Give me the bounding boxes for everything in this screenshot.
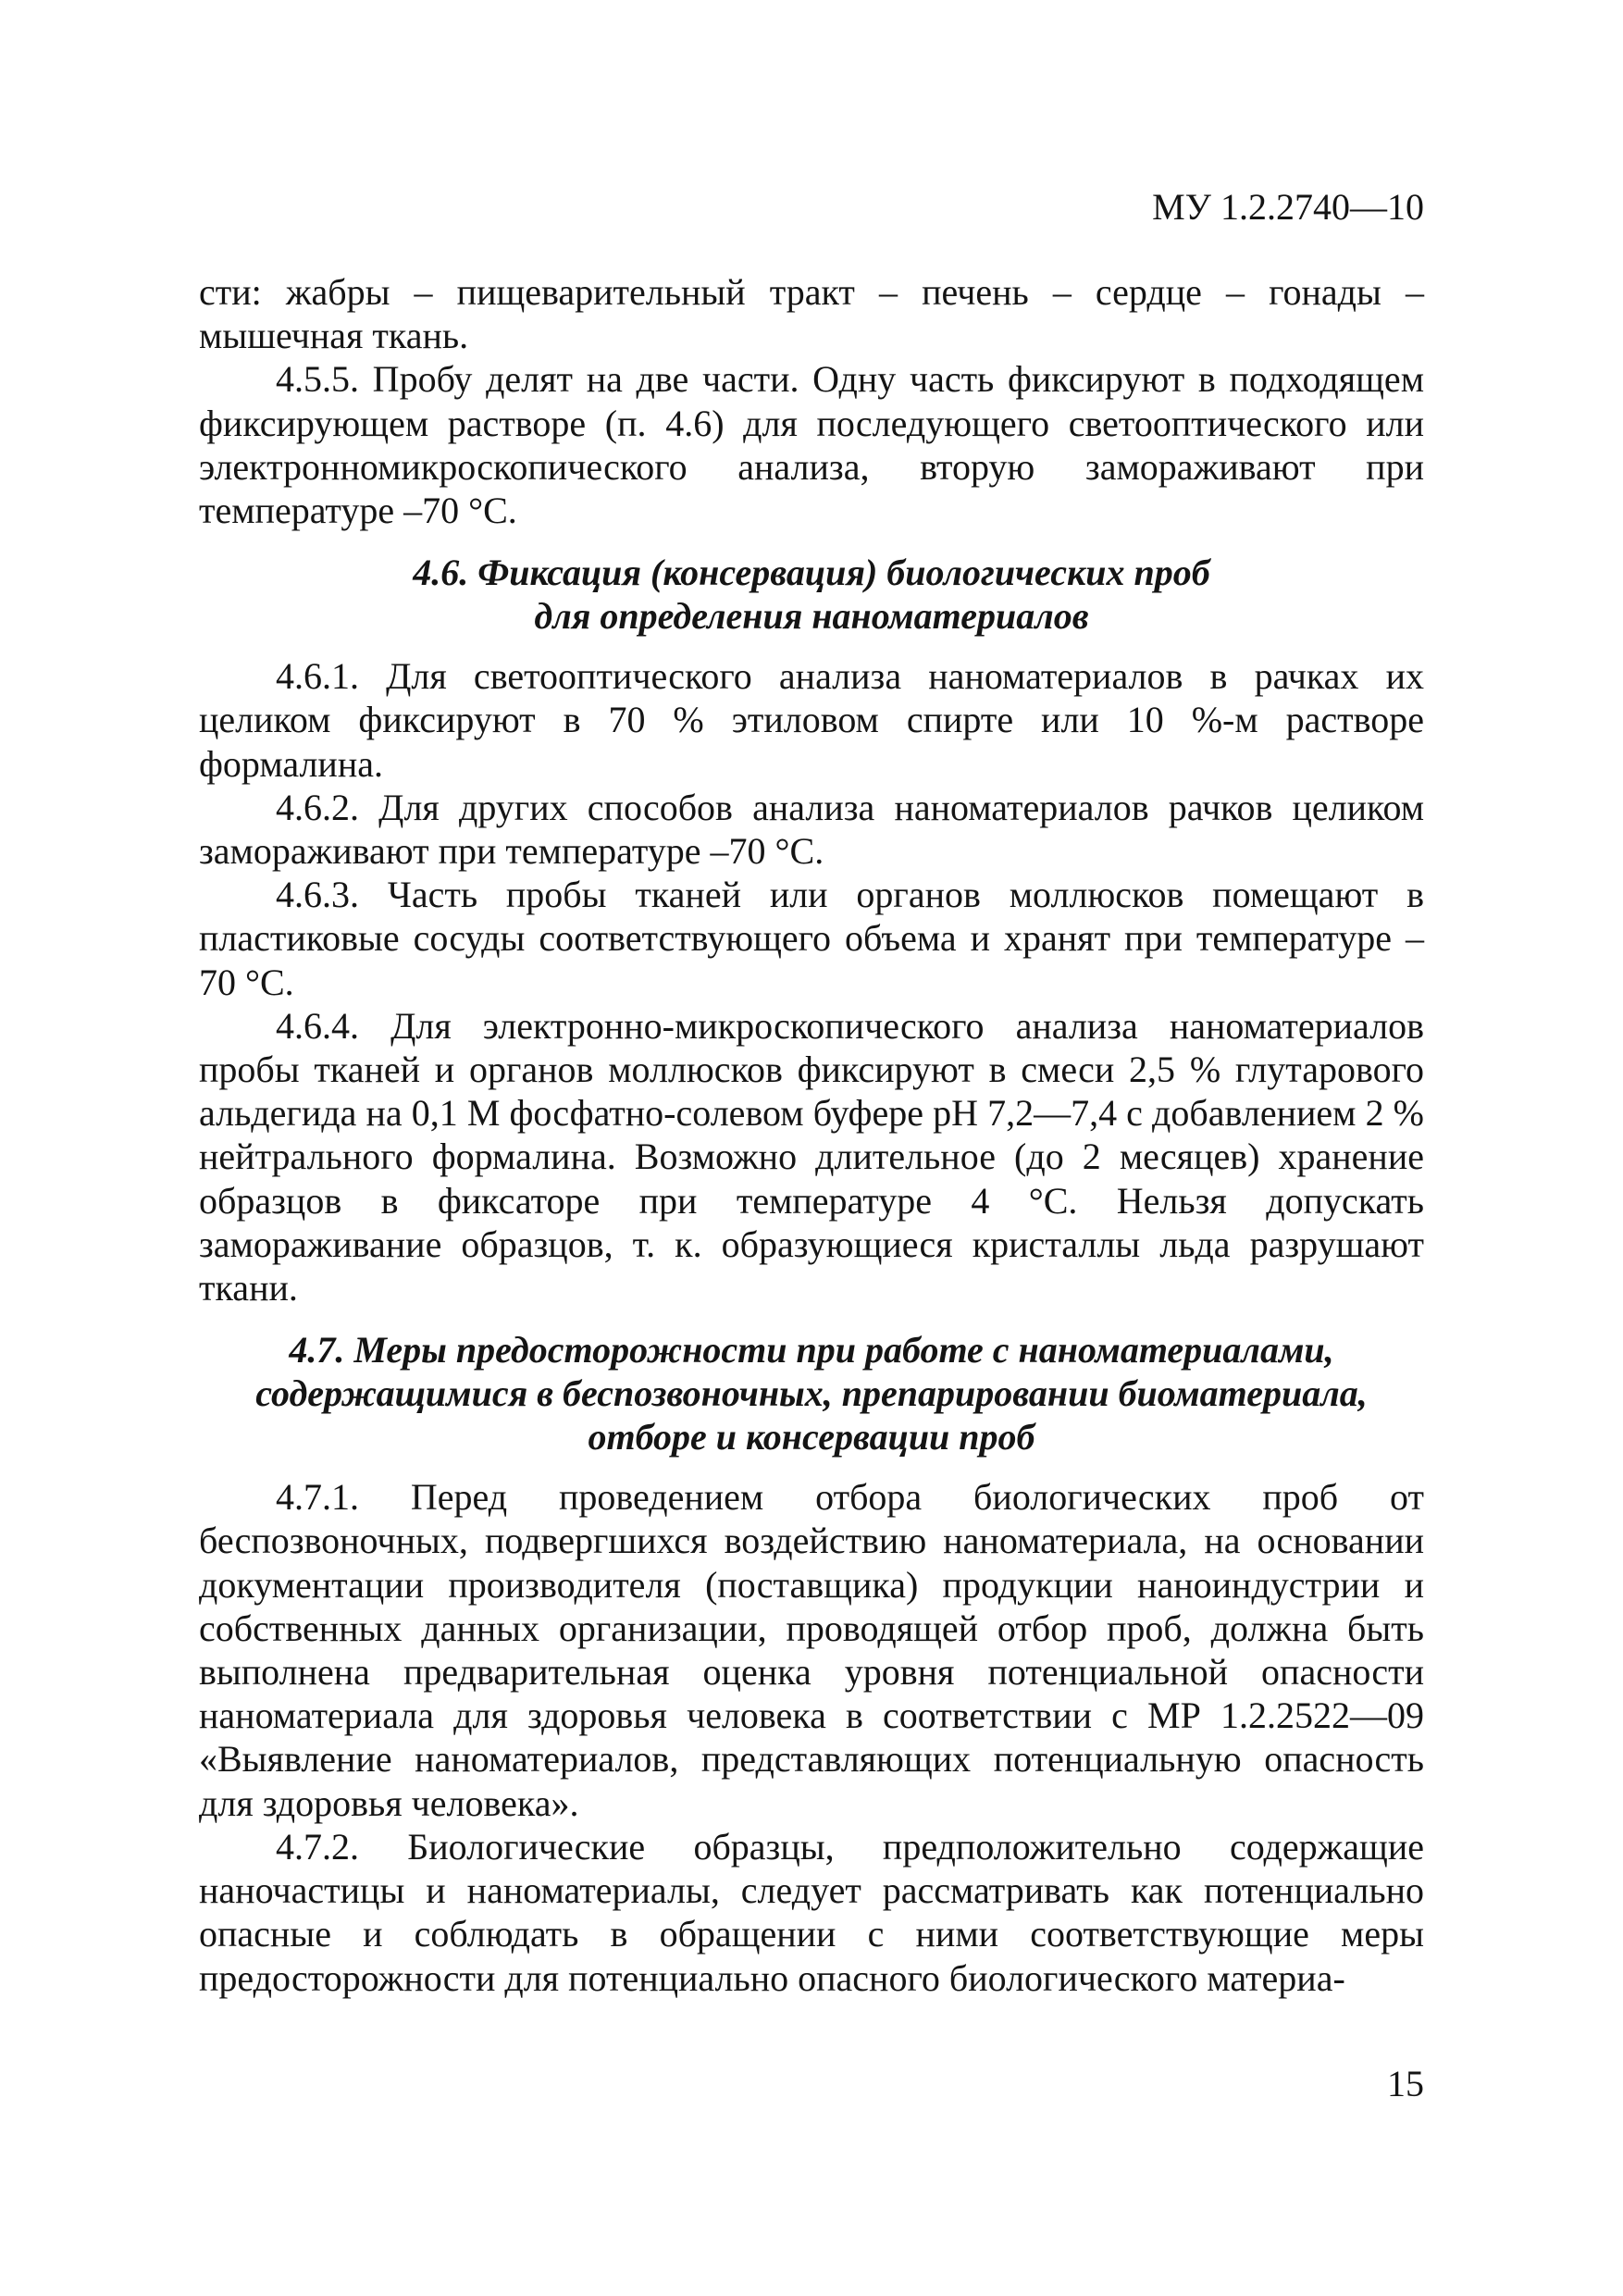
heading-line: для определения наноматериалов xyxy=(534,595,1089,638)
section-heading-4-7 xyxy=(199,1328,1424,1458)
heading-line: отборе и консервации проб xyxy=(588,1416,1035,1458)
section-heading-4-6 xyxy=(199,551,1424,638)
paragraph-4-7-1: 4.7.1. Перед проведением отбора биологических проб от беспозвоночных, подвергшихся воздействию наноматериала, на основании документации производителя (поставщика) продукции наноиндустрии и собственных данных организации, проводящей отбор проб, должна быть выполнена предварительная оценка уровня потенциальной опасности наноматериала для здоровья человека в соответствии с МР 1.2.2522—09 «Выявление наноматериалов, представляющих потенциальную опасность для здоровья человека». xyxy=(199,1476,1424,1824)
paragraph-4-6-3: 4.6.3. Часть пробы тканей или органов моллюсков помещают в пластиковые сосуды соответствующего объема и хранят при температуре –70 °С. xyxy=(199,874,1424,1003)
paragraph-4-6-1: 4.6.1. Для светооптического анализа наноматериалов в рачках их целиком фиксируют в 70 % этиловом спирте или 10 %-м растворе формалина. xyxy=(199,655,1424,785)
heading-line: 4.7. Меры предосторожности при работе с наноматериалами, xyxy=(289,1329,1334,1371)
paragraph-4-5-5: 4.5.5. Пробу делят на две части. Одну часть фиксируют в подходящем фиксирующем растворе (п. 4.6) для последующего светооптического или электронномикроскопического анализа, вторую замораживают при температуре –70 °С. xyxy=(199,358,1424,532)
paragraph-4-6-4: 4.6.4. Для электронно-микроскопического анализа наноматериалов пробы тканей и органов моллюсков фиксируют в смеси 2,5 % глутарового альдегида на 0,1 М фосфатно-солевом буфере рН 7,2—7,4 с добавлением 2 % нейтрального формалина. Возможно длительное (до 2 месяцев) хранение образцов в фиксаторе при температуре 4 °С. Нельзя допускать замораживание образцов, т. к. образующиеся кристаллы льда разрушают ткани. xyxy=(199,1004,1424,1309)
paragraph-continuation: сти: жабры – пищеварительный тракт – печень – сердце – гонады – мышечная ткань. xyxy=(199,271,1424,357)
document-code: МУ 1.2.2740—10 xyxy=(1152,186,1424,228)
heading-line: содержащимися в беспозвоночных, препарировании биоматериала, xyxy=(255,1372,1368,1415)
heading-line: 4.6. Фиксация (консервация) биологических проб xyxy=(413,552,1210,594)
page-number: 15 xyxy=(1387,2063,1424,2104)
paragraph-4-7-2: 4.7.2. Биологические образцы, предположительно содержащие наночастицы и наноматериалы, следует рассматривать как потенциально опасные и соблюдать в обращении с ними соответствующие меры предосторожности для потенциально опасного биологического материа- xyxy=(199,1825,1424,1999)
document-body xyxy=(199,270,1424,2000)
paragraph-4-6-2: 4.6.2. Для других способов анализа наноматериалов рачков целиком замораживают при температуре –70 °С. xyxy=(199,786,1424,873)
